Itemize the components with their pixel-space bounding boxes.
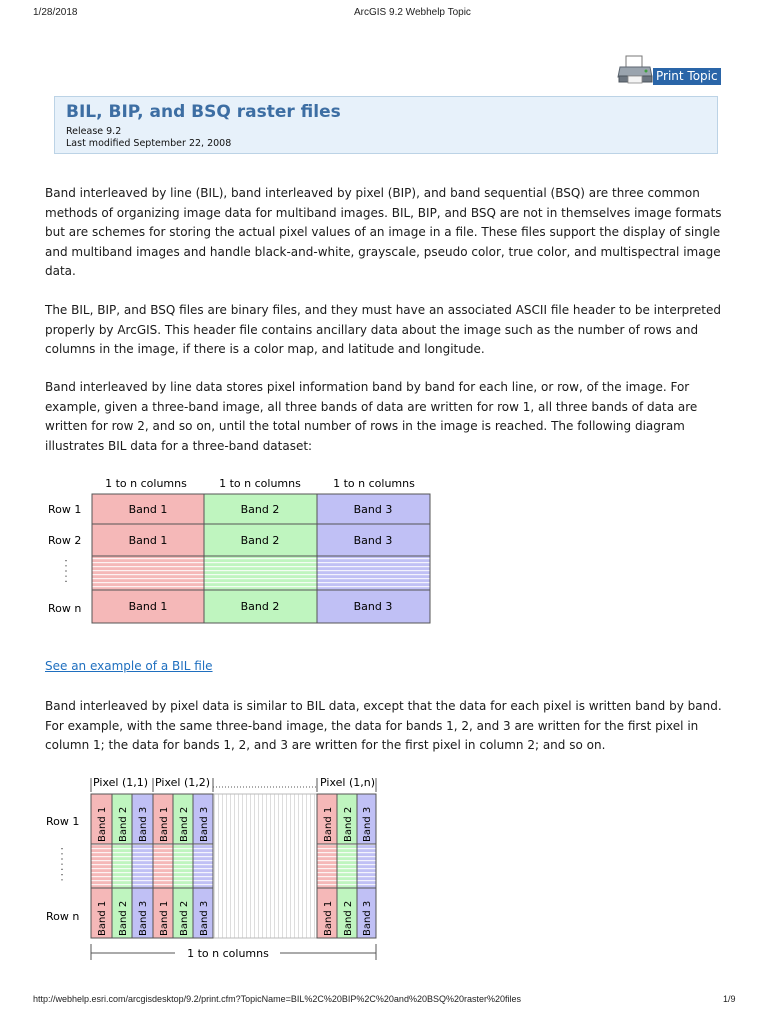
bip-band-label: Band 2	[118, 900, 129, 936]
bip-pixel-header: Pixel (1,1)	[93, 776, 149, 789]
bil-example-link[interactable]: See an example of a BIL file	[45, 659, 213, 673]
bip-footer-label: 1 to n columns	[187, 947, 269, 960]
bil-band-label: Band 1	[128, 600, 168, 613]
bil-row-label: Row n	[48, 602, 82, 615]
bip-diagram	[40, 770, 390, 966]
bil-band-label: Band 2	[240, 503, 280, 516]
bip-band-label: Band 1	[323, 900, 334, 936]
bil-col-header: 1 to n columns	[219, 477, 301, 490]
intro-paragraph: Band interleaved by line (BIL), band interleaved by pixel (BIP), and band sequential (BSQ) are three common methods of organizing image data for multiband images. BIL, BIP, and BSQ are not in themselves image formats but are schemes for storing the actual pixel values of an image in a file. These files support the display of single and multiband images and handle black-and-white, grayscale, pseudo color, true color, and multispectral image data.	[45, 186, 722, 278]
bil-band-label: Band 2	[240, 600, 280, 613]
bil-paragraph: Band interleaved by line data stores pixel information band by band for each line, or row, of the image. For example, given a three-band image, all three bands of data are written for row 1, all three bands of data are written for row 2, and so on, until the total number of rows in the image is reached. The following diagram illustrates BIL data for a three-band dataset:	[45, 380, 698, 453]
bil-ellipsis-rows	[92, 556, 430, 590]
bip-row-label: Row n	[46, 910, 80, 923]
bip-row-label: Row 1	[46, 815, 80, 828]
bip-gap-columns	[213, 794, 317, 938]
topic-header	[54, 96, 718, 154]
bip-band-label: Band 2	[179, 806, 190, 842]
bip-band-label: Band 3	[362, 900, 373, 936]
bip-band-label: Band 1	[323, 806, 334, 842]
bip-band-label: Band 1	[159, 806, 170, 842]
bil-col-header: 1 to n columns	[105, 477, 187, 490]
print-date: 1/28/2018	[33, 7, 78, 18]
bip-band-label: Band 2	[118, 806, 129, 842]
print-page-title: ArcGIS 9.2 Webhelp Topic	[354, 7, 471, 18]
header-paragraph: The BIL, BIP, and BSQ files are binary files, and they must have an associated ASCII file header to be interpreted properly by ArcGIS. This header file contains ancillary data about the image such as the number of rows and columns in the image, if there is a color map, and latitude and longitude.	[45, 303, 722, 356]
print-topic-label[interactable]: Print Topic	[653, 68, 721, 85]
last-modified-text: Last modified September 22, 2008	[66, 138, 232, 149]
bip-band-label: Band 3	[362, 806, 373, 842]
print-url: http://webhelp.esri.com/arcgisdesktop/9.2/print.cfm?TopicName=BIL%2C%20BIP%2C%20and%20BSQ%20raster%20files	[33, 994, 521, 1004]
bil-band-label: Band 1	[128, 503, 168, 516]
bil-band-label: Band 3	[353, 600, 393, 613]
bil-band-label: Band 1	[128, 534, 168, 547]
bil-band-label: Band 2	[240, 534, 280, 547]
bip-band-label: Band 1	[159, 900, 170, 936]
bip-band-label: Band 3	[138, 900, 149, 936]
bip-band-label: Band 3	[199, 806, 210, 842]
bil-band-label: Band 3	[353, 503, 393, 516]
bil-row-label: Row 1	[48, 503, 82, 516]
bip-band-label: Band 2	[179, 900, 190, 936]
bip-pixel-header: Pixel (1,2)	[155, 776, 211, 789]
bip-band-label: Band 2	[343, 806, 354, 842]
bip-band-label: Band 1	[97, 900, 108, 936]
release-text: Release 9.2	[66, 126, 122, 137]
bip-band-label: Band 1	[97, 806, 108, 842]
bil-band-label: Band 3	[353, 534, 393, 547]
bip-band-label: Band 3	[199, 900, 210, 936]
bip-band-label: Band 2	[343, 900, 354, 936]
bil-col-header: 1 to n columns	[333, 477, 415, 490]
bil-diagram	[40, 472, 440, 627]
printer-icon	[617, 55, 655, 85]
bil-row-label: Row 2	[48, 534, 82, 547]
page-title: BIL, BIP, and BSQ raster files	[66, 102, 341, 122]
bip-pixel-header: Pixel (1,n)	[320, 776, 375, 789]
print-page-number: 1/9	[723, 994, 736, 1004]
bip-band-label: Band 3	[138, 806, 149, 842]
bip-paragraph: Band interleaved by pixel data is similar to BIL data, except that the data for each pixel is written band by band. For example, with the same three-band image, the data for bands 1, 2, and 3 are written for the first pixel in column 1; the data for bands 1, 2, and 3 are written for the first pixel in column 2; and so on.	[45, 699, 722, 752]
